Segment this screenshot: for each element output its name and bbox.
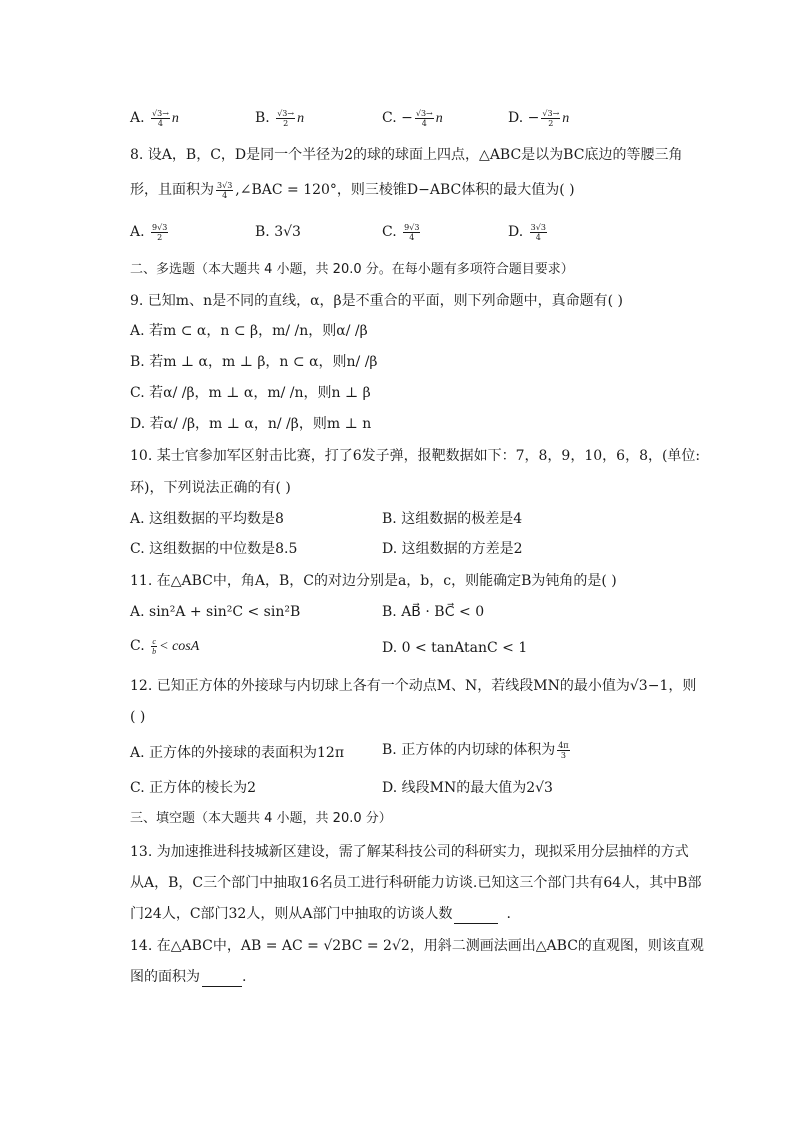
fraction [151,109,170,128]
fraction [216,181,233,200]
fraction [151,637,157,656]
option-text: < cosA [159,639,200,654]
q14-stem-line1: 14. 在△ABC中，AB = AC = √2BC = 2√2，用斜二测画法画出△ABC的直观图，则该直观 [130,938,704,954]
option-label: C. [382,224,397,240]
answer-blank[interactable] [454,909,498,924]
vector-n: n [435,111,443,126]
fraction-denominator: 2 [157,232,163,242]
fraction-numerator: 9√3 [152,222,168,232]
q10-option-d: D. 这组数据的方差是2 [382,541,523,557]
minus-sign: − [401,110,413,126]
fraction [530,223,547,242]
fraction-numerator: 9√3 [404,222,420,232]
minus-sign: − [527,110,540,126]
q12-option-c: C. 正方体的棱长为2 [130,780,257,796]
q11-stem: 11. 在△ABC中，角A，B，C的对边分别是a，b，c，则能确定B为钝角的是( ) [130,573,617,589]
q7-option-a [130,108,179,129]
option-label: C. [382,110,397,126]
fraction-denominator: b [152,646,157,656]
option-label: A. [130,224,145,240]
fraction-denominator: 3 [560,750,566,760]
q13-stem-line3 [130,904,511,924]
q9-option-c: C. 若α/ /β，m ⊥ α，m/ /n，则n ⊥ β [130,385,371,401]
fraction-denominator: 4 [222,190,228,200]
q13-text: 门24人，C部门32人，则从A部门中抽取的访谈人数 [130,906,453,922]
fraction-numerator: 3√3 [530,222,546,232]
fraction-numerator: √3→ [152,108,169,118]
fraction [151,223,168,242]
q8-option-a [130,222,170,242]
q9-option-d: D. 若α/ /β，m ⊥ α，n/ /β，则m ⊥ n [130,416,372,432]
fraction-denominator: 4 [157,118,163,128]
fraction-denominator: 2 [283,118,289,128]
fraction-numerator: √3→ [415,108,433,118]
q10-stem-line2: 环)，下列说法正确的有( ) [130,480,291,496]
option-text: 3√3 [274,224,301,240]
q9-stem: 9. 已知m、n是不同的直线，α，β是不重合的平面，则下列命题中，真命题有( ) [130,293,624,309]
q14-stem-line2 [130,967,246,987]
fraction [403,223,420,242]
period: . [506,906,511,922]
section-heading-fill-blank: 三、填空题（本大题共 4 小题，共 20.0 分） [130,811,392,826]
q11-option-a: A. sin²A + sin²C < sin²B [130,604,301,620]
fraction-numerator: √3→ [542,108,560,118]
option-label: B. [255,224,270,240]
q9-option-b: B. 若m ⊥ α，m ⊥ β，n ⊂ α，则n/ /β [130,354,378,370]
fraction-denominator: 2 [548,118,554,128]
q7-option-c [382,108,443,129]
q7-option-d [508,108,569,129]
fraction-numerator: 3√3 [217,180,233,190]
q13-stem-line1: 13. 为加速推进科技城新区建设，需了解某科技公司的科研实力，现拟采用分层抽样的方式 [130,844,689,860]
fraction [557,741,569,760]
fraction [276,109,295,128]
q12-option-b [382,740,572,760]
fraction [415,109,434,128]
fraction-denominator: 4 [421,118,427,128]
vector-n: n [171,111,179,126]
vector-n: n [562,111,570,126]
fraction-numerator: √3→ [277,108,295,118]
q8-text-post: ,∠BAC = 120°，则三棱锥D−ABC体积的最大值为( ) [235,182,575,198]
q8-stem-line1: 8. 设A，B，C，D是同一个半径为2的球的球面上四点，△ABC是以为BC底边的等腰三角 [130,147,683,163]
q12-option-a: A. 正方体的外接球的表面积为12π [130,745,345,761]
q11-option-c [130,636,199,657]
q7-option-b [255,108,304,129]
fraction [541,109,560,128]
section-heading-multi-choice: 二、多选题（本大题共 4 小题，共 20.0 分。在每小题有多项符合题目要求） [130,262,574,277]
q13-stem-line2: 从A，B，C三个部门中抽取16名员工进行科研能力访谈.已知这三个部门共有64人，其中B部 [130,875,702,891]
fraction-denominator: 4 [535,232,541,242]
q10-option-b: B. 这组数据的极差是4 [382,511,523,527]
q11-option-d: D. 0 < tanAtanC < 1 [382,640,528,656]
q9-option-a: A. 若m ⊂ α，n ⊂ β，m/ /n，则α/ /β [130,323,368,339]
option-label: D. [508,224,524,240]
option-text: B. 正方体的内切球的体积为 [382,742,556,758]
vector-n: n [297,111,305,126]
q10-option-c: C. 这组数据的中位数是8.5 [130,541,298,557]
q8-option-b [255,222,301,242]
q12-stem-line2: ( ) [130,709,146,725]
option-label: C. [130,638,145,654]
q11-option-b: B. AB⃗ · BC⃗ < 0 [382,604,485,620]
q8-text-pre: 形，且面积为 [130,182,214,198]
period: . [242,969,247,985]
fraction-numerator: 4π [558,740,569,750]
q8-option-c [382,222,422,242]
q8-option-d [508,222,549,242]
q10-option-a: A. 这组数据的平均数是8 [130,511,284,527]
option-label: A. [130,110,145,126]
q12-option-d: D. 线段MN的最大值为2√3 [382,780,553,796]
q14-text: 图的面积为 [130,969,200,985]
q10-stem-line1: 10. 某士官参加军区射击比赛，打了6发子弹，报靶数据如下：7，8，9，10，6，8，(单位: [130,448,701,464]
fraction-denominator: 4 [409,232,415,242]
option-label: B. [255,110,270,126]
q8-stem-line2 [130,180,575,200]
fraction-numerator: c [152,636,156,646]
answer-blank[interactable] [202,972,242,987]
q12-stem-line1: 12. 已知正方体的外接球与内切球上各有一个动点M、N，若线段MN的最小值为√3−1，则 [130,678,697,694]
option-label: D. [508,110,524,126]
